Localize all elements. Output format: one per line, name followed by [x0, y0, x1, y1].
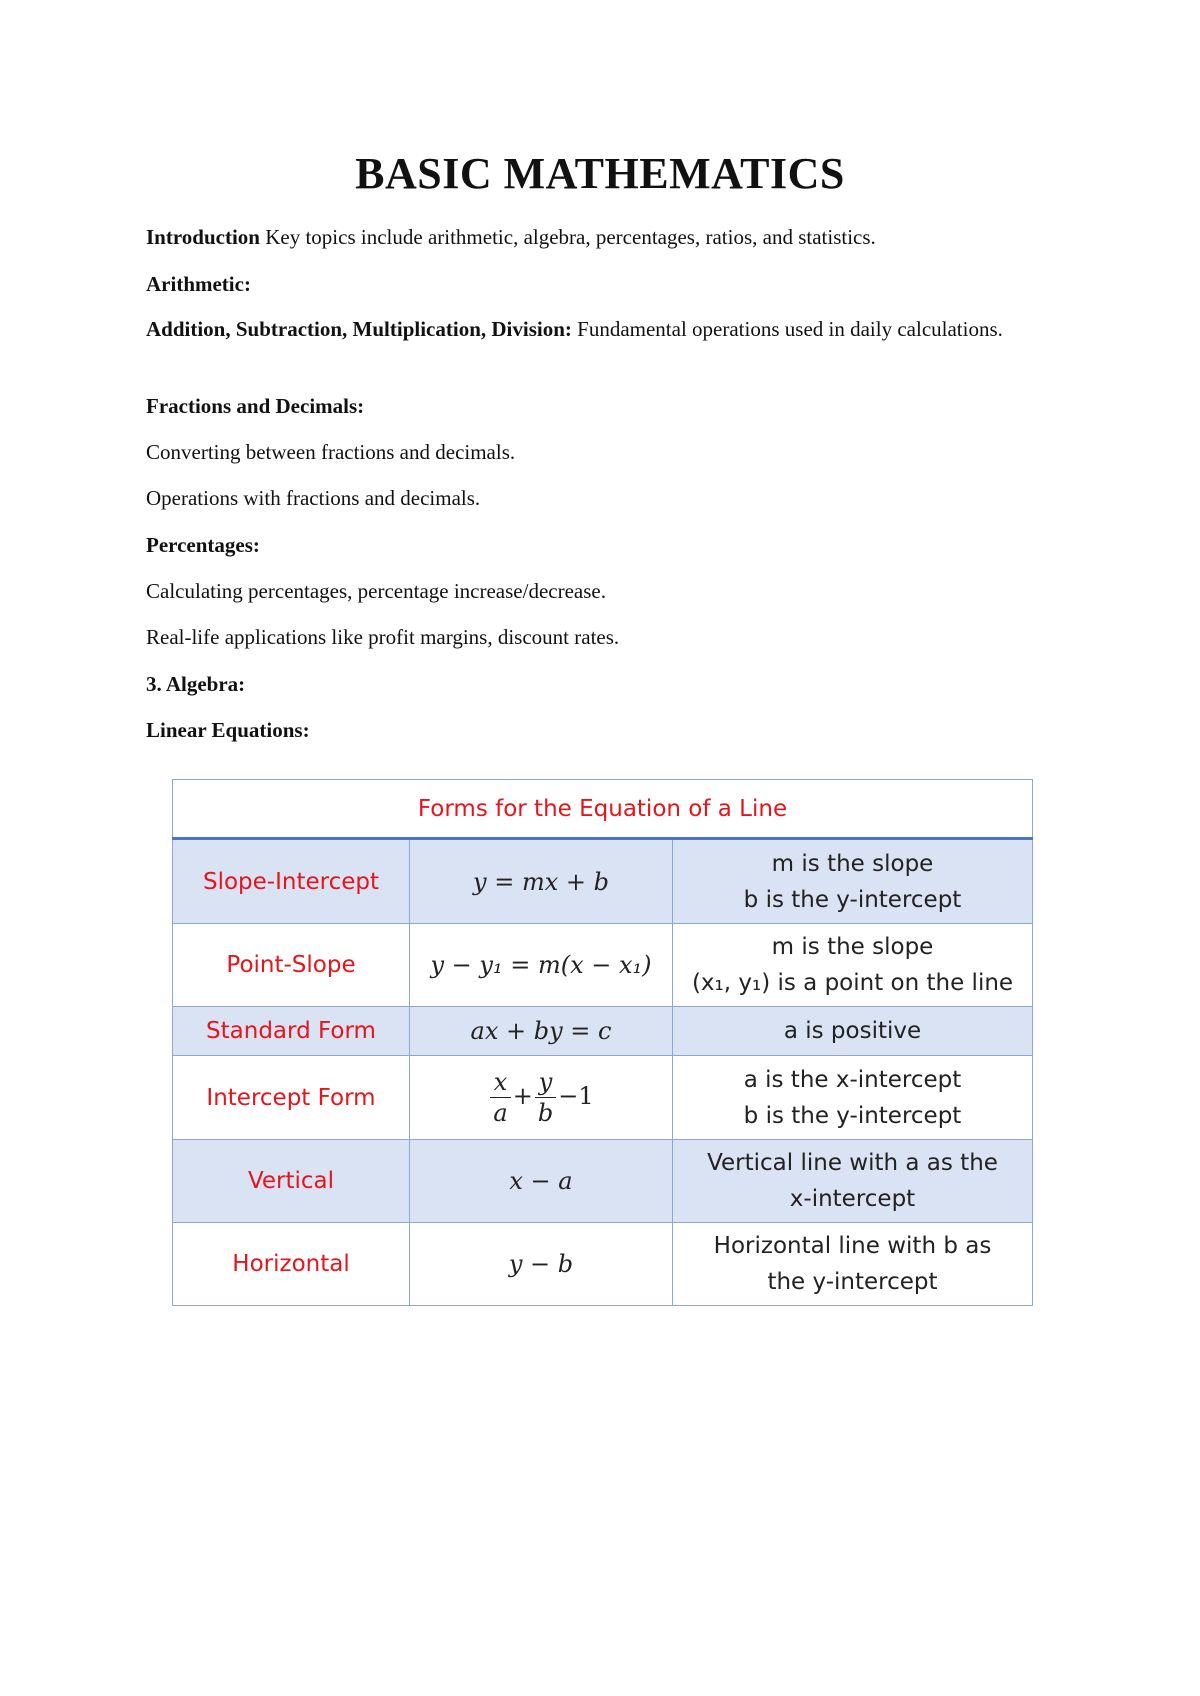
table-row	[173, 839, 1033, 924]
intro-label: Introduction	[146, 225, 260, 249]
intro-text: Key topics include arithmetic, algebra, percentages, ratios, and statistics.	[259, 225, 876, 249]
fractions-heading: Fractions and Decimals:	[146, 394, 365, 418]
form-name: Horizontal	[173, 1223, 410, 1306]
algebra-heading: 3. Algebra:	[146, 672, 246, 696]
table-title-row	[173, 780, 1033, 839]
form-description: a is positive	[673, 1007, 1033, 1056]
operations-label: Addition, Subtraction, Multiplication, Division:	[146, 317, 572, 341]
form-description: m is the slope b is the y-intercept	[673, 839, 1033, 924]
table-row	[173, 1056, 1033, 1140]
form-description: Vertical line with a as the x-intercept	[673, 1140, 1033, 1223]
form-formula: ax + by = c	[410, 1007, 673, 1056]
operations-paragraph	[146, 314, 1046, 344]
percentages-heading: Percentages:	[146, 533, 260, 557]
form-formula: x − a	[410, 1140, 673, 1223]
fraction-y-over-b: $\frac{y}{b}$	[535, 1067, 556, 1128]
fraction-x-over-a: $\frac{x}{a}$	[490, 1067, 510, 1128]
intro-paragraph	[146, 222, 1046, 252]
table-row	[173, 1140, 1033, 1223]
arithmetic-heading: Arithmetic:	[146, 272, 251, 296]
form-description: a is the x-intercept b is the y-intercept	[673, 1056, 1033, 1140]
form-name: Standard Form	[173, 1007, 410, 1056]
linear-equations-heading: Linear Equations:	[146, 718, 310, 742]
table-row	[173, 1223, 1033, 1306]
fractions-line-2: Operations with fractions and decimals.	[146, 486, 481, 510]
fractions-line-1: Converting between fractions and decimals.	[146, 440, 516, 464]
page-title: BASIC MATHEMATICS	[355, 149, 845, 198]
form-name: Point-Slope	[173, 924, 410, 1007]
form-formula: y − b	[410, 1223, 673, 1306]
form-description: m is the slope (x₁, y₁) is a point on the line	[673, 924, 1033, 1007]
percentages-line-2: Real-life applications like profit margins, discount rates.	[146, 625, 620, 649]
table-row	[173, 1007, 1033, 1056]
form-name: Vertical	[173, 1140, 410, 1223]
form-formula: y − y₁ = m(x − x₁)	[410, 924, 673, 1007]
table-title: Forms for the Equation of a Line	[173, 780, 1033, 839]
percentages-line-1: Calculating percentages, percentage increase/decrease.	[146, 579, 606, 603]
form-name: Slope-Intercept	[173, 839, 410, 924]
operations-text: Fundamental operations used in daily calculations.	[571, 317, 1003, 341]
form-description: Horizontal line with b as the y-intercept	[673, 1223, 1033, 1306]
form-formula: $\frac{x}{a}$ + $\frac{y}{b}$ −1	[410, 1056, 673, 1140]
line-equation-forms-table	[172, 779, 1033, 1306]
form-name: Intercept Form	[173, 1056, 410, 1140]
form-formula: y = mx + b	[410, 839, 673, 924]
table-row	[173, 924, 1033, 1007]
